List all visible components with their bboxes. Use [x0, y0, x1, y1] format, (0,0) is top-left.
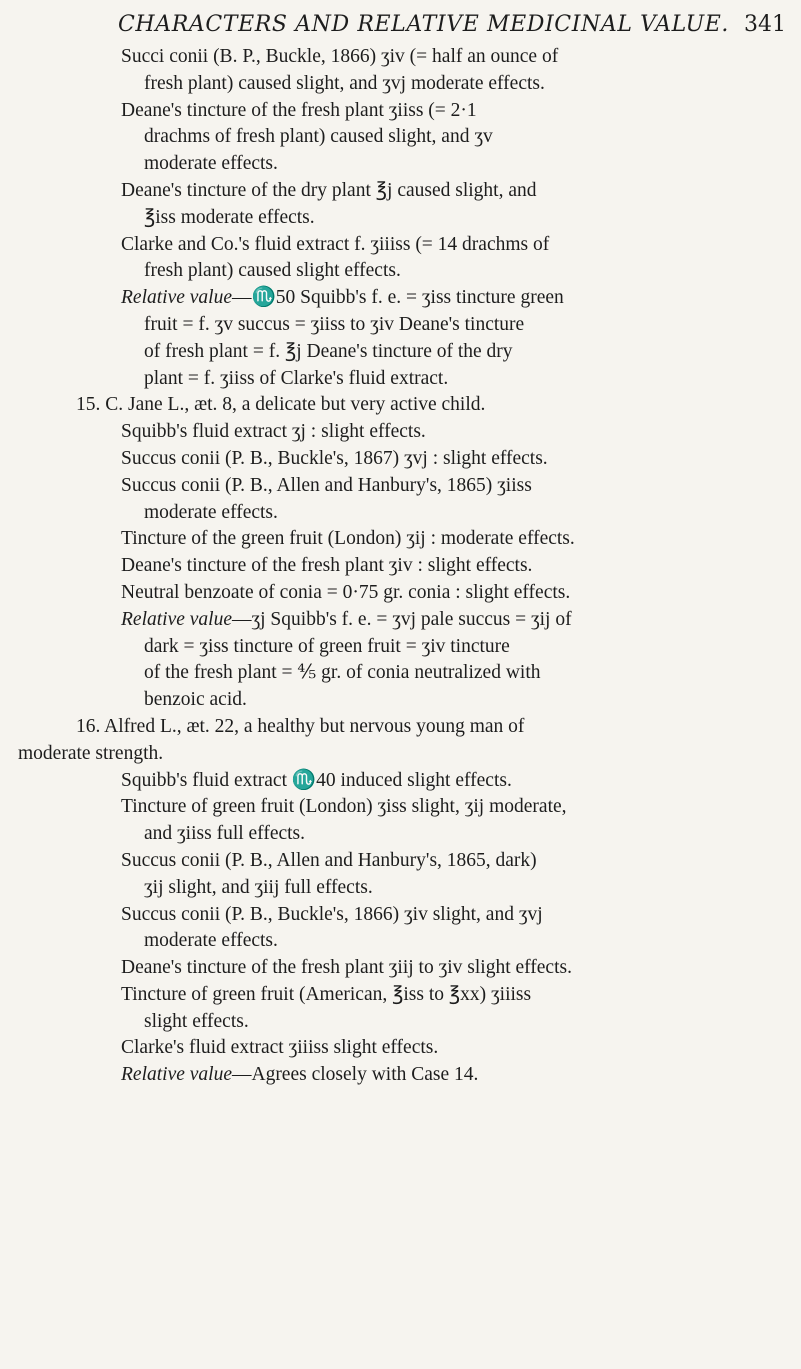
- text-line: [0, 526, 801, 553]
- text-line: [0, 339, 801, 366]
- text-line: [0, 232, 801, 259]
- line-text: of fresh plant = f. ℥j Deane's tincture of the dry: [144, 340, 513, 362]
- text-line: [0, 580, 801, 607]
- running-header: [118, 6, 788, 44]
- text-line: [0, 660, 801, 687]
- line-text: ʒij slight, and ʒiij full effects.: [144, 876, 373, 898]
- line-text: Tincture of green fruit (American, ℥iss to ℥xx) ʒiiiss: [121, 983, 532, 1005]
- text-line: [0, 500, 801, 527]
- text-line: [0, 71, 801, 98]
- line-text: drachms of fresh plant) caused slight, and ʒv: [144, 126, 493, 148]
- line-text: dark = ʒiss tincture of green fruit = ʒiv tincture: [144, 635, 510, 657]
- text-line: [0, 768, 801, 795]
- page-body: [0, 44, 801, 1089]
- running-title: CHARACTERS AND RELATIVE MEDICINAL VALUE.: [118, 12, 730, 37]
- line-text: Tincture of the green fruit (London) ʒij : moderate effects.: [121, 528, 575, 550]
- line-text: —Agrees closely with Case 14.: [231, 1064, 479, 1086]
- line-text: Succus conii (P. B., Allen and Hanbury's, 1865, dark): [121, 849, 537, 871]
- text-line: [0, 902, 801, 929]
- line-text: 15. C. Jane L., æt. 8, a delicate but very active child.: [76, 394, 486, 416]
- text-line: [0, 312, 801, 339]
- line-text: Deane's tincture of the dry plant ℥j caused slight, and: [121, 179, 537, 201]
- text-line: [0, 848, 801, 875]
- line-text: Clarke's fluid extract ʒiiiss slight effects.: [121, 1037, 439, 1059]
- line-text: —♏50 Squibb's f. e. = ʒiss tincture green: [231, 287, 564, 309]
- line-text: fresh plant) caused slight, and ʒvj moderate effects.: [144, 72, 545, 94]
- text-line: [0, 419, 801, 446]
- text-line: [0, 982, 801, 1009]
- line-text: ℥iss moderate effects.: [144, 206, 315, 228]
- line-text: Neutral benzoate of conia = 0·75 gr. conia : slight effects.: [121, 581, 571, 603]
- text-line: [0, 607, 801, 634]
- text-line: [0, 366, 801, 393]
- text-line: [0, 875, 801, 902]
- text-line: [0, 714, 801, 741]
- line-text: plant = f. ʒiiss of Clarke's fluid extract.: [144, 367, 449, 389]
- line-text: benzoic acid.: [144, 689, 247, 711]
- relative-value-label: Relative value: [121, 287, 232, 309]
- text-line: [0, 151, 801, 178]
- text-line: [0, 1009, 801, 1036]
- line-text: and ʒiiss full effects.: [144, 823, 306, 845]
- text-line: [0, 955, 801, 982]
- line-text: of the fresh plant = ⅘ gr. of conia neutralized with: [144, 662, 541, 684]
- line-text: —ʒj Squibb's f. e. = ʒvj pale succus = ʒij of: [231, 608, 572, 630]
- line-text: Succus conii (P. B., Allen and Hanbury's, 1865) ʒiiss: [121, 474, 532, 496]
- line-text: moderate effects.: [144, 153, 278, 175]
- text-line: [0, 124, 801, 151]
- text-line: [0, 687, 801, 714]
- text-line: [0, 1062, 801, 1089]
- text-line: [0, 741, 801, 768]
- line-text: Deane's tincture of the fresh plant ʒiv : slight effects.: [121, 555, 533, 577]
- text-line: [0, 205, 801, 232]
- line-text: moderate strength.: [18, 742, 164, 764]
- line-text: Deane's tincture of the fresh plant ʒiiss (= 2·1: [121, 99, 477, 121]
- text-line: [0, 258, 801, 285]
- text-line: [0, 634, 801, 661]
- text-line: [0, 473, 801, 500]
- line-text: fruit = f. ʒv succus = ʒiiss to ʒiv Deane's tincture: [144, 313, 525, 335]
- line-text: Succi conii (B. P., Buckle, 1866) ʒiv (= half an ounce of: [121, 46, 559, 67]
- line-text: Tincture of green fruit (London) ʒiss slight, ʒij moderate,: [121, 796, 567, 818]
- text-line: [0, 553, 801, 580]
- text-line: [0, 178, 801, 205]
- line-text: Succus conii (P. B., Buckle's, 1867) ʒvj : slight effects.: [121, 447, 548, 469]
- line-text: Succus conii (P. B., Buckle's, 1866) ʒiv slight, and ʒvj: [121, 903, 543, 925]
- text-line: [0, 44, 801, 71]
- page-number: 341: [744, 12, 786, 37]
- text-line: [0, 821, 801, 848]
- text-line: [0, 794, 801, 821]
- line-text: moderate effects.: [144, 930, 278, 952]
- text-line: [0, 285, 801, 312]
- text-line: [0, 928, 801, 955]
- line-text: moderate effects.: [144, 501, 278, 523]
- text-line: [0, 98, 801, 125]
- line-text: Clarke and Co.'s fluid extract f. ʒiiiss (= 14 drachms of: [121, 233, 550, 255]
- relative-value-label: Relative value: [121, 608, 232, 630]
- line-text: fresh plant) caused slight effects.: [144, 260, 401, 282]
- text-line: [0, 1035, 801, 1062]
- line-text: slight effects.: [144, 1010, 249, 1032]
- line-text: 16. Alfred L., æt. 22, a healthy but nervous young man of: [76, 715, 525, 737]
- relative-value-label: Relative value: [121, 1064, 232, 1086]
- line-text: Deane's tincture of the fresh plant ʒiij to ʒiv slight effects.: [121, 957, 572, 979]
- text-line: [0, 392, 801, 419]
- line-text: Squibb's fluid extract ♏40 induced slight effects.: [121, 769, 512, 791]
- text-line: [0, 446, 801, 473]
- line-text: Squibb's fluid extract ʒj : slight effects.: [121, 421, 426, 443]
